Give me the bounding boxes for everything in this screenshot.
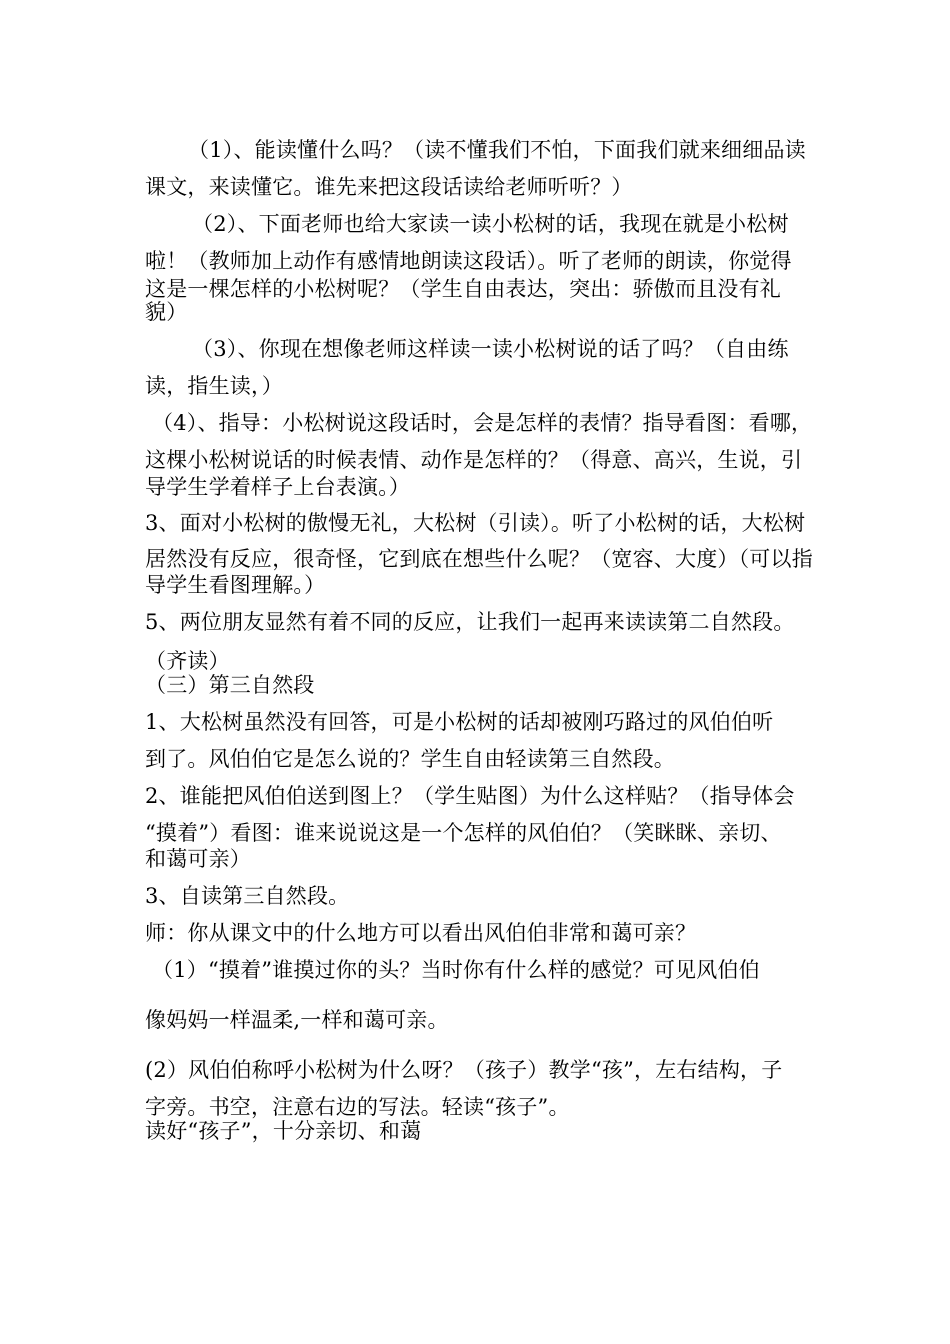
text-line: 5、两位朋友显然有着不同的反应，让我们一起再来读读第二自然段。 — [145, 610, 795, 634]
text-line: 这是一棵怎样的小松树呢？（学生自由表达，突出：骄傲而且没有礼 — [145, 277, 781, 301]
text-line: 这棵小松树说话的时候表情、动作是怎样的？（得意、高兴，生说，引 — [145, 448, 803, 472]
text-line: 导学生学着样子上台表演。） — [145, 475, 411, 499]
text-line: 导学生看图理解。） — [145, 573, 326, 597]
text-line: 读好“孩子”，十分亲切、和蔼 — [145, 1119, 422, 1143]
text-line: 字旁。书空，注意右边的写法。轻读“孩子”。 — [145, 1095, 570, 1119]
text-line: （齐读） — [145, 649, 230, 673]
text-line: 师：你从课文中的什么地方可以看出风伯伯非常和蔼可亲？ — [145, 921, 697, 945]
text-line: 课文，来读懂它。谁先来把这段话读给老师听听？） — [145, 175, 633, 199]
text-line: 像妈妈一样温柔,一样和蔼可亲。 — [145, 1008, 449, 1032]
text-line: 居然没有反应，很奇怪，它到底在想些什么呢？（宽容、大度）（可以指 — [145, 547, 813, 571]
text-line: 1、大松树虽然没有回答，可是小松树的话却被刚巧路过的风伯伯听 — [145, 710, 774, 734]
text-line: （2）、下面老师也给大家读一读小松树的话，我现在就是小松树 — [192, 212, 789, 236]
text-line: （3）、你现在想像老师这样读一读小松树说的话了吗？（自由练 — [192, 337, 789, 361]
text-line: 啦！（教师加上动作有感情地朗读这段话）。听了老师的朗读，你觉得 — [145, 249, 792, 273]
text-line: 和蔼可亲） — [145, 847, 251, 871]
text-line: “摸着”）看图：谁来说说这是一个怎样的风伯伯？（笑眯眯、亲切、 — [145, 821, 782, 845]
text-line: 3、面对小松树的傲慢无礼，大松树（引读）。听了小松树的话，大松树 — [145, 511, 806, 535]
text-line: （1）“摸着”谁摸过你的头？当时你有什么样的感觉？可见风伯伯 — [152, 958, 760, 982]
text-line: 读，指生读，） — [145, 374, 283, 398]
text-line: 3、自读第三自然段。 — [145, 884, 350, 908]
text-line: (2）风伯伯称呼小松树为什么呀？（孩子）教学“孩”，左右结构，子 — [145, 1058, 783, 1082]
text-line: 2、谁能把风伯伯送到图上？（学生贴图）为什么这样贴？（指导体会 — [145, 784, 795, 808]
text-line: 貌） — [145, 300, 188, 324]
section-heading: （三）第三自然段 — [145, 673, 315, 697]
text-line: 到了。风伯伯它是怎么说的？学生自由轻读第三自然段。 — [145, 747, 675, 771]
text-line: （4）、指导：小松树说这段话时，会是怎样的表情？指导看图：看哪， — [152, 411, 813, 435]
text-line: （1）、能读懂什么吗？（读不懂我们不怕，下面我们就来细细品读 — [188, 138, 806, 162]
